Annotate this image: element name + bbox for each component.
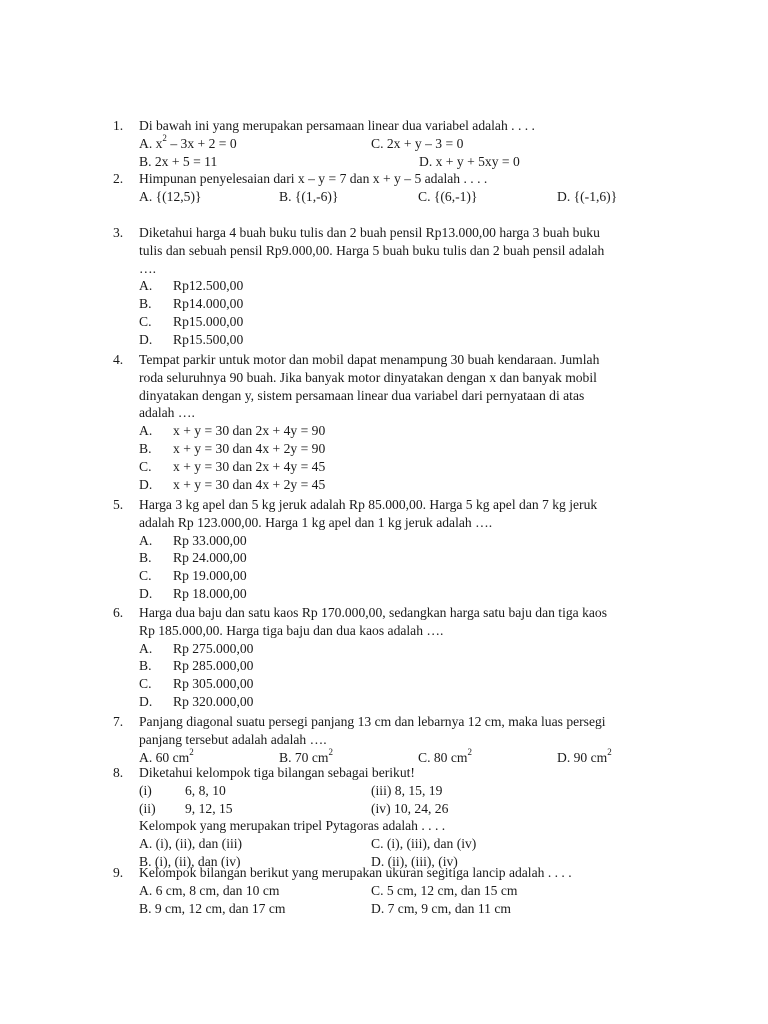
question-stem-line: adalah ….	[139, 405, 195, 421]
question-number: 3.	[113, 225, 124, 240]
option-c: C. Rp 19.000,00	[139, 568, 247, 584]
question-stem: Di bawah ini yang merupakan persamaan linear dua variabel adalah . . . .	[139, 118, 535, 133]
question-stem-line: Diketahui harga 4 buah buku tulis dan 2 buah pensil Rp13.000,00 harga 3 buah buku	[139, 225, 600, 240]
option-a: A. 6 cm, 8 cm, dan 10 cm	[139, 882, 280, 898]
question-1	[113, 117, 673, 170]
option-d: D. Rp 320.000,00	[139, 693, 254, 709]
question-number: 6.	[113, 605, 124, 620]
question-stem-line: Harga dua baju dan satu kaos Rp 170.000,00, sedangkan harga satu baju dan tiga kaos	[139, 605, 607, 620]
question-number: 8.	[113, 765, 124, 780]
option-c: C. 80 $cm^2$	[418, 747, 472, 765]
option-b: B. (i), (ii), dan (iv)	[139, 853, 241, 869]
option-a: A. Rp 33.000,00	[139, 532, 247, 548]
question-number: 5.	[113, 497, 124, 512]
question-9	[113, 864, 673, 917]
group-ii-label: (ii)	[139, 800, 156, 816]
question-5	[113, 496, 673, 603]
option-c: C. Rp 305.000,00	[139, 676, 254, 692]
group-i-label: (i)	[139, 782, 152, 798]
group-i-values: 6, 8, 10	[185, 782, 226, 798]
group-ii-values: 9, 12, 15	[185, 800, 233, 816]
option-b: B. 2x + 5 = 11	[139, 153, 218, 169]
question-number: 7.	[113, 714, 124, 729]
option-d: D. x + y + 5xy = 0	[419, 153, 520, 169]
question-number: 4.	[113, 352, 124, 367]
question-stem-line: Panjang diagonal suatu persegi panjang 13 cm dan lebarnya 12 cm, maka luas persegi	[139, 714, 606, 729]
question-stem-line: Kelompok yang merupakan tripel Pytagoras adalah . . . .	[139, 818, 446, 834]
option-b: B. 9 cm, 12 cm, dan 17 cm	[139, 900, 286, 916]
question-stem: Himpunan penyelesaian dari x – y = 7 dan x + y – 5 adalah . . . .	[139, 171, 488, 186]
option-a: A. $x^2 - 3x + 2 = 0$	[139, 133, 237, 151]
option-b: B. Rp14.000,00	[139, 296, 244, 312]
option-d: D. Rp 18.000,00	[139, 585, 247, 601]
option-d: D. (ii), (iii), (iv)	[371, 853, 458, 869]
option-a: A. x + y = 30 dan 2x + 4y = 90	[139, 423, 326, 439]
group-iv: (iv) 10, 24, 26	[371, 800, 449, 816]
question-number: 2.	[113, 171, 124, 186]
question-stem-line: Harga 3 kg apel dan 5 kg jeruk adalah Rp 85.000,00. Harga 5 kg apel dan 7 kg jeruk	[139, 497, 598, 512]
question-stem: Kelompok bilangan berikut yang merupakan ukuran segitiga lancip adalah . . . .	[139, 865, 572, 880]
question-2	[113, 170, 673, 206]
option-c: C. x + y = 30 dan 2x + 4y = 45	[139, 458, 326, 474]
question-3	[113, 224, 673, 349]
option-c: C. (i), (iii), dan (iv)	[371, 836, 477, 852]
option-b: B. {(1,-6)}	[279, 188, 339, 204]
option-b: B. Rp 24.000,00	[139, 550, 247, 566]
option-d: D. Rp15.500,00	[139, 331, 244, 347]
question-stem-line: tulis dan sebuah pensil Rp9.000,00. Harga 5 buah buku tulis dan 2 buah pensil adalah	[139, 242, 605, 258]
option-d: D. 90 $cm^2$	[557, 747, 612, 765]
question-6	[113, 604, 673, 711]
option-b: B. Rp 285.000,00	[139, 658, 254, 674]
option-d: D. {(-1,6)}	[557, 188, 618, 204]
option-b: B. x + y = 30 dan 4x + 2y = 90	[139, 440, 326, 456]
option-a: A. Rp12.500,00	[139, 278, 244, 294]
option-b: B. 70 $cm^2$	[279, 747, 333, 765]
option-a: A. (i), (ii), dan (iii)	[139, 836, 243, 852]
question-stem-line: adalah Rp 123.000,00. Harga 1 kg apel dan 1 kg jeruk adalah ….	[139, 514, 493, 530]
option-d: D. 7 cm, 9 cm, dan 11 cm	[371, 900, 511, 916]
option-a: A. Rp 275.000,00	[139, 640, 254, 656]
option-d: D. x + y = 30 dan 4x + 2y = 45	[139, 476, 326, 492]
group-iii: (iii) 8, 15, 19	[371, 782, 443, 798]
question-stem-line: Diketahui kelompok tiga bilangan sebagai berikut!	[139, 765, 415, 780]
question-stem-line: dinyatakan dengan y, sistem persamaan linear dua variabel dari pernyataan di atas	[139, 387, 585, 403]
question-number: 1.	[113, 118, 124, 133]
question-stem-line: ….	[139, 260, 156, 276]
question-7	[113, 713, 673, 766]
option-c: C. Rp15.000,00	[139, 313, 244, 329]
option-a: A. {(12,5)}	[139, 188, 202, 204]
option-a: A. 60 $cm^2$	[139, 747, 194, 765]
question-stem-line: roda seluruhnya 90 buah. Jika banyak motor dinyatakan dengan x dan banyak mobil	[139, 369, 597, 385]
question-4	[113, 351, 673, 493]
question-stem-line: panjang tersebut adalah adalah ….	[139, 731, 327, 747]
option-c: C. 2x + y – 3 = 0	[371, 135, 464, 151]
question-number: 9.	[113, 865, 124, 880]
question-stem-line: Tempat parkir untuk motor dan mobil dapat menampung 30 buah kendaraan. Jumlah	[139, 352, 600, 367]
question-stem-line: Rp 185.000,00. Harga tiga baju dan dua kaos adalah ….	[139, 622, 444, 638]
option-c: C. {(6,-1)}	[418, 188, 478, 204]
option-c: C. 5 cm, 12 cm, dan 15 cm	[371, 882, 518, 898]
question-8	[113, 764, 673, 871]
